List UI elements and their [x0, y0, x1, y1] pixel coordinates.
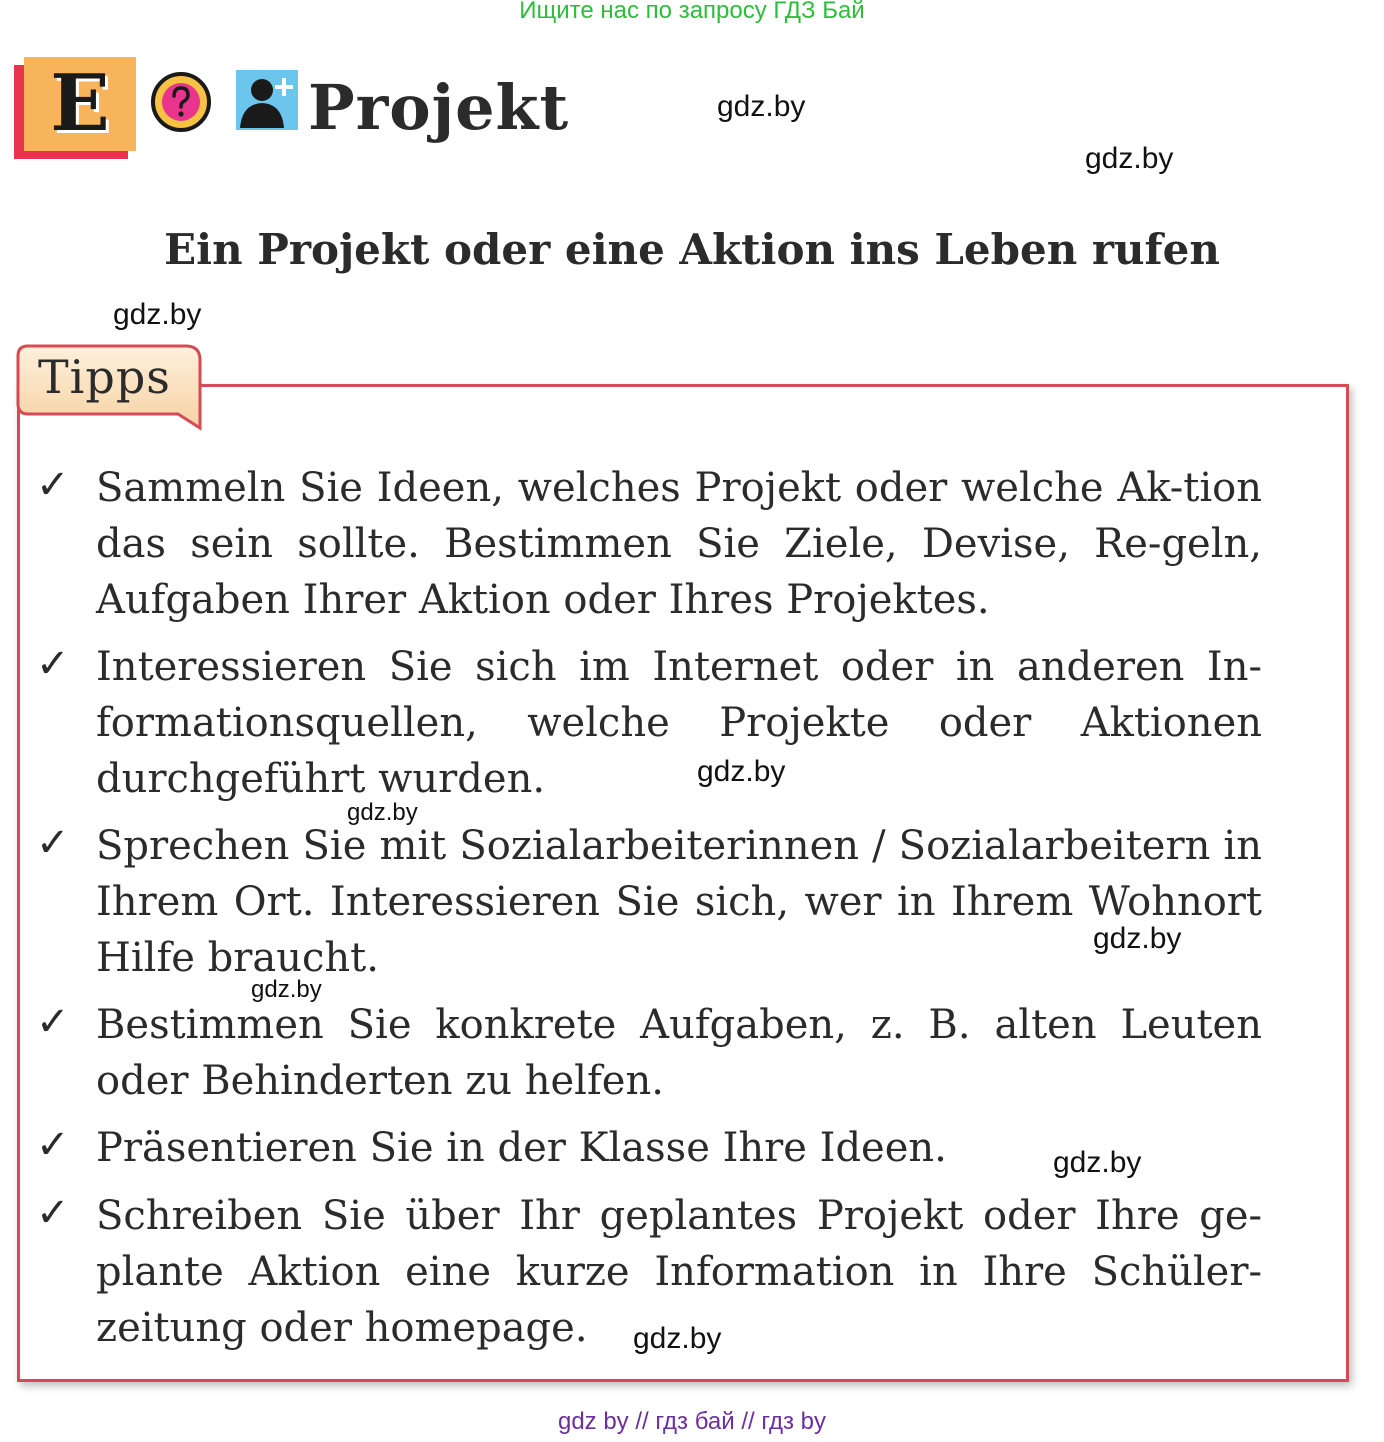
tip-text: Bestimmen Sie konkrete Aufgaben, z. B. alten Leuten oder Behinderten zu helfen.: [96, 1002, 1262, 1104]
list-item: [36, 818, 1266, 988]
checkmark-icon: ✓: [36, 1122, 70, 1168]
watermark: gdz.by: [697, 755, 786, 788]
list-item: [36, 639, 1266, 809]
list-item: [36, 460, 1266, 630]
section-title: Projekt: [308, 71, 570, 144]
exercise-badge: [14, 57, 136, 160]
watermark: gdz.by: [717, 90, 806, 123]
tip-text: Sammeln Sie Ideen, welches Projekt oder welche Ak-tion das sein sollte. Bestimmen Sie Ziele, Devise, Re-geln, Aufgaben Ihrer Aktion oder Ihres Projektes.: [96, 465, 1262, 623]
checkmark-icon: ✓: [36, 641, 70, 687]
watermark: gdz.by: [1053, 1146, 1142, 1179]
watermark: gdz.by: [1085, 142, 1174, 175]
watermark: gdz.by: [347, 799, 418, 826]
search-banner: Ищите нас по запросу ГДЗ Бай: [519, 0, 865, 24]
watermark: gdz.by: [251, 976, 322, 1003]
page-subtitle: Ein Projekt oder eine Aktion ins Leben rufen: [164, 225, 1220, 274]
user-add-icon: [236, 70, 298, 130]
tips-label: Tipps: [38, 350, 171, 404]
question-icon: [150, 71, 212, 133]
watermark: gdz.by: [1093, 922, 1182, 955]
checkmark-icon: ✓: [36, 999, 70, 1045]
tip-text: Präsentieren Sie in der Klasse Ihre Ideen.: [96, 1125, 947, 1171]
footer-watermark: gdz by // гдз бай // гдз by: [557, 1408, 827, 1435]
checkmark-icon: ✓: [36, 820, 70, 866]
badge-letter: E: [50, 58, 110, 149]
checkmark-icon: ✓: [36, 1190, 70, 1236]
tip-text: Sprechen Sie mit Sozialarbeiterinnen / Sozialarbeitern in Ihrem Ort. Interessieren Sie sich, wer in Ihrem Wohnort Hilfe braucht.: [96, 823, 1262, 981]
list-item: [36, 997, 1266, 1109]
watermark: gdz.by: [633, 1322, 722, 1355]
tip-text: Schreiben Sie über Ihr geplantes Projekt oder Ihre ge-plante Aktion eine kurze Information in Ihre Schüler-zeitung oder homepage.: [96, 1193, 1262, 1351]
tip-text: Interessieren Sie sich im Internet oder in anderen In-formationsquellen, welche Projekte oder Aktionen durchgeführt wurden.: [96, 644, 1262, 802]
watermark: gdz.by: [113, 298, 202, 331]
checkmark-icon: ✓: [36, 462, 70, 508]
